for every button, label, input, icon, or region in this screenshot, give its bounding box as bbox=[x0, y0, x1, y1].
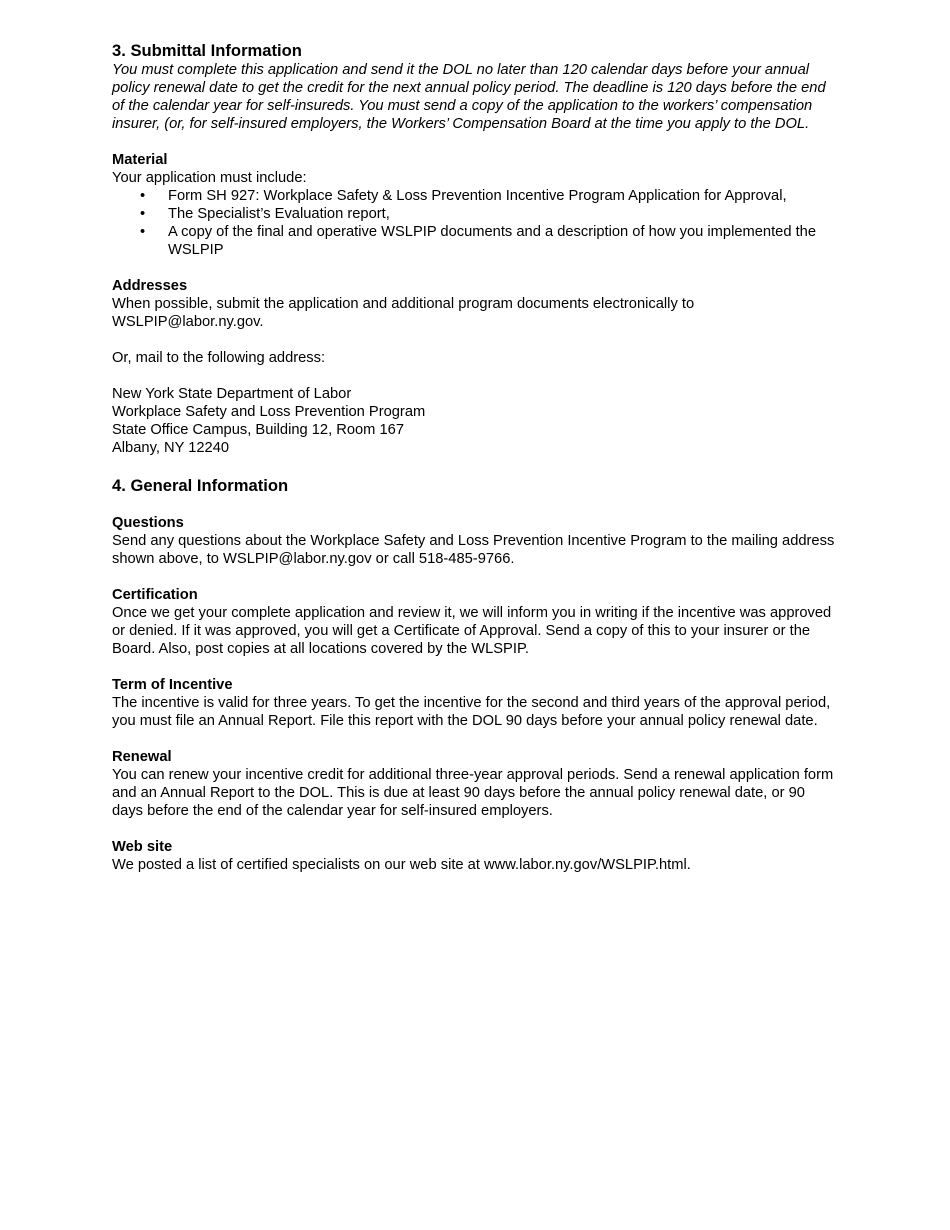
mailing-address bbox=[112, 385, 840, 457]
questions-block bbox=[112, 514, 840, 568]
renewal-body: You can renew your incentive credit for additional three-year approval periods. Send a renewal application form and an Annual Report to the DOL. This is due at least 90 days before the annual policy renewal date, or 90 days before the end of the calendar year for self-insured employers. bbox=[112, 767, 834, 819]
website-block bbox=[112, 838, 840, 874]
certification-heading: Certification bbox=[112, 587, 198, 603]
certification-block bbox=[112, 586, 840, 658]
address-line: New York State Department of Labor bbox=[112, 386, 352, 402]
list-item: • The Specialist’s Evaluation report, bbox=[112, 205, 840, 223]
list-item: • Form SH 927: Workplace Safety & Loss Prevention Incentive Program Application for Approval, bbox=[112, 187, 840, 205]
certification-body: Once we get your complete application and review it, we will inform you in writing if the incentive was approved or denied. If it was approved, you will get a Certificate of Approval. Send a copy of this to your insurer or the Board. Also, post copies at all locations covered by the WLSPIP. bbox=[112, 605, 832, 657]
term-body: The incentive is valid for three years. To get the incentive for the second and third years of the approval period, you must file an Annual Report. File this report with the DOL 90 days before your annual policy renewal date. bbox=[112, 695, 831, 729]
addresses-block bbox=[112, 277, 840, 457]
term-block bbox=[112, 676, 840, 730]
website-body: We posted a list of certified specialists on our web site at www.labor.ny.gov/WSLPIP.html. bbox=[112, 857, 691, 873]
submittal-intro: You must complete this application and send it the DOL no later than 120 calendar days before your annual policy renewal date to get the credit for the next annual policy period. The deadline is 120 days before the end of the calendar year for self-insureds. You must send a copy of the application to the workers’ compensation insurer, (or, for self-insured employers, the Workers’ Compensation Board at the time you apply to the DOL. bbox=[112, 62, 826, 132]
addresses-heading: Addresses bbox=[112, 278, 188, 294]
material-block bbox=[112, 151, 840, 259]
general-heading: 4. General Information bbox=[112, 476, 289, 495]
renewal-block bbox=[112, 748, 840, 820]
material-heading: Material bbox=[112, 152, 168, 168]
submittal-section bbox=[112, 41, 840, 457]
addresses-electronic: When possible, submit the application and additional program documents electronically to WSLPIP@labor.ny.gov. bbox=[112, 296, 695, 330]
renewal-heading: Renewal bbox=[112, 749, 172, 765]
term-heading: Term of Incentive bbox=[112, 677, 233, 693]
address-line: State Office Campus, Building 12, Room 167 bbox=[112, 422, 405, 438]
material-lead: Your application must include: bbox=[112, 170, 307, 186]
questions-heading: Questions bbox=[112, 515, 184, 531]
list-item: • A copy of the final and operative WSLPIP documents and a description of how you implemented the WSLPIP bbox=[112, 223, 840, 259]
addresses-mail-lead: Or, mail to the following address: bbox=[112, 350, 326, 366]
general-section bbox=[112, 476, 840, 874]
submittal-heading: 3. Submittal Information bbox=[112, 41, 302, 60]
website-heading: Web site bbox=[112, 839, 173, 855]
address-line: Albany, NY 12240 bbox=[112, 440, 230, 456]
address-line: Workplace Safety and Loss Prevention Program bbox=[112, 404, 426, 420]
material-list bbox=[112, 187, 840, 259]
questions-body: Send any questions about the Workplace Safety and Loss Prevention Incentive Program to the mailing address shown above, to WSLPIP@labor.ny.gov or call 518-485-9766. bbox=[112, 533, 835, 567]
